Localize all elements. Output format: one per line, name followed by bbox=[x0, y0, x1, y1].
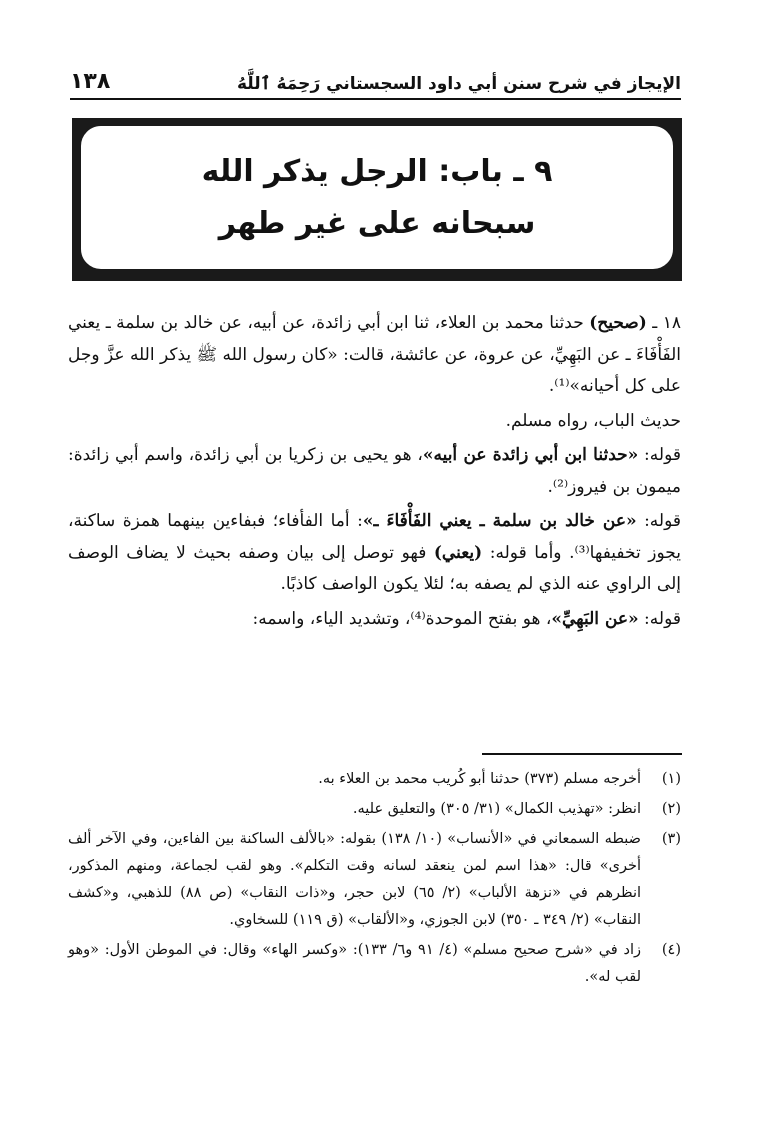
commentary-quote: «عن خالد بن سلمة ـ يعني الفَأْفَاءَ ـ» bbox=[362, 511, 637, 531]
footnotes bbox=[68, 766, 681, 994]
commentary-text: : أما الفأفاء؛ فبفاءين بينهما همزة ساكنة، يجوز تخفيفها⁽³⁾. وأما قوله: bbox=[68, 511, 681, 563]
commentary-quote: «حدثنا ابن أبي زائدة عن أبيه» bbox=[422, 445, 639, 465]
footnote-marker: (٢) bbox=[661, 801, 681, 817]
commentary-emphasis: (يعني) bbox=[433, 542, 483, 563]
footnote bbox=[68, 796, 681, 823]
commentary-text: ، هو بفتح الموحدة⁽⁴⁾، وتشديد الياء، واسمه: bbox=[252, 608, 552, 629]
commentary-paragraph bbox=[68, 440, 681, 503]
chapter-title-box bbox=[79, 124, 675, 271]
footnote bbox=[68, 766, 681, 793]
footnote bbox=[68, 937, 681, 991]
chapter-title-line-2: سبحانه على غير طهر bbox=[218, 205, 536, 241]
chapter-title-line-1: ٩ ـ باب: الرجل يذكر الله bbox=[201, 153, 553, 189]
footnote-text: ضبطه السمعاني في «الأنساب» (١٠/ ١٣٨) بقوله: «بالألف الساكنة بين الفاءين، وفي الآخر ألف أخرى» قال: «هذا اسم لمن ينعقد لسانه وقت التكلم». وهو لقب لجماعة، ومنهم المذكور، انظرهم في «نزهة الألباب» (٢/ ٦٥) لابن حجر، و«ذات النقاب» (ص ٨٨) للذهبي، و«كشف النقاب» (٢/ ٣٤٩ ـ ٣٥٠) لابن الجوزي، و«الألقاب» (ق ١١٩) للسخاوي. bbox=[68, 831, 642, 928]
commentary-lead: قوله: bbox=[638, 608, 681, 629]
hadith-paragraph bbox=[68, 308, 681, 403]
footnote-divider bbox=[482, 753, 682, 755]
footnote-marker: (٤) bbox=[661, 942, 681, 958]
hadith-number: ١٨ ـ bbox=[646, 313, 681, 333]
page-number: ١٣٨ bbox=[70, 69, 111, 94]
footnote-marker: (٣) bbox=[661, 831, 681, 847]
footnote-text: انظر: «تهذيب الكمال» (٣١/ ٣٠٥) والتعليق عليه. bbox=[352, 801, 641, 817]
footnote bbox=[68, 826, 681, 934]
book-title: الإيجاز في شرح سنن أبي داود السجستاني رَحِمَهُ ٱللَّهُ bbox=[236, 74, 681, 94]
running-header bbox=[70, 54, 681, 100]
commentary-lead: قوله: bbox=[638, 445, 681, 465]
commentary-lead: قوله: bbox=[636, 511, 682, 531]
commentary-paragraph bbox=[68, 506, 681, 601]
footnote-marker: (١) bbox=[661, 771, 681, 787]
footnote-text: أخرجه مسلم (٣٧٣) حدثنا أبو كُريب محمد بن العلاء به. bbox=[318, 771, 641, 787]
hadith-text: حدثنا محمد بن العلاء، ثنا ابن أبي زائدة، عن أبيه، عن خالد بن سلمة ـ يعني الفَأْفَاءَ ـ عن البَهِيِّ، عن عروة، عن عائشة، قالت: «كان رسول الله ﷺ يذكر الله عزَّ وجل على كل أحيانه»⁽¹⁾. bbox=[68, 313, 681, 396]
commentary-quote: «عن البَهِيِّ» bbox=[551, 608, 639, 629]
chapter-title-frame bbox=[72, 118, 682, 281]
hadith-grade: (صحيح) bbox=[589, 313, 647, 333]
commentary-text: ، هو يحيى بن زكريا بن أبي زائدة، واسم أبي زائدة: ميمون بن فيروز⁽²⁾. bbox=[68, 445, 681, 497]
commentary-text: فهو توصل إلى بيان وصفه بحيث لا يضاف الوصف إلى الراوي عنه الذي لم يصفه به؛ لئلا يكون الواصف كاذبًا. bbox=[68, 542, 681, 594]
footnote-text: زاد في «شرح صحيح مسلم» (٤/ ٩١ و٦/ ١٣٣): «وكسر الهاء» وقال: في الموطن الأول: «وهو لقب له». bbox=[68, 942, 641, 985]
commentary-paragraph bbox=[68, 406, 681, 438]
main-text bbox=[68, 308, 681, 638]
commentary-paragraph bbox=[68, 604, 681, 636]
commentary-text: حديث الباب، رواه مسلم. bbox=[505, 410, 681, 431]
